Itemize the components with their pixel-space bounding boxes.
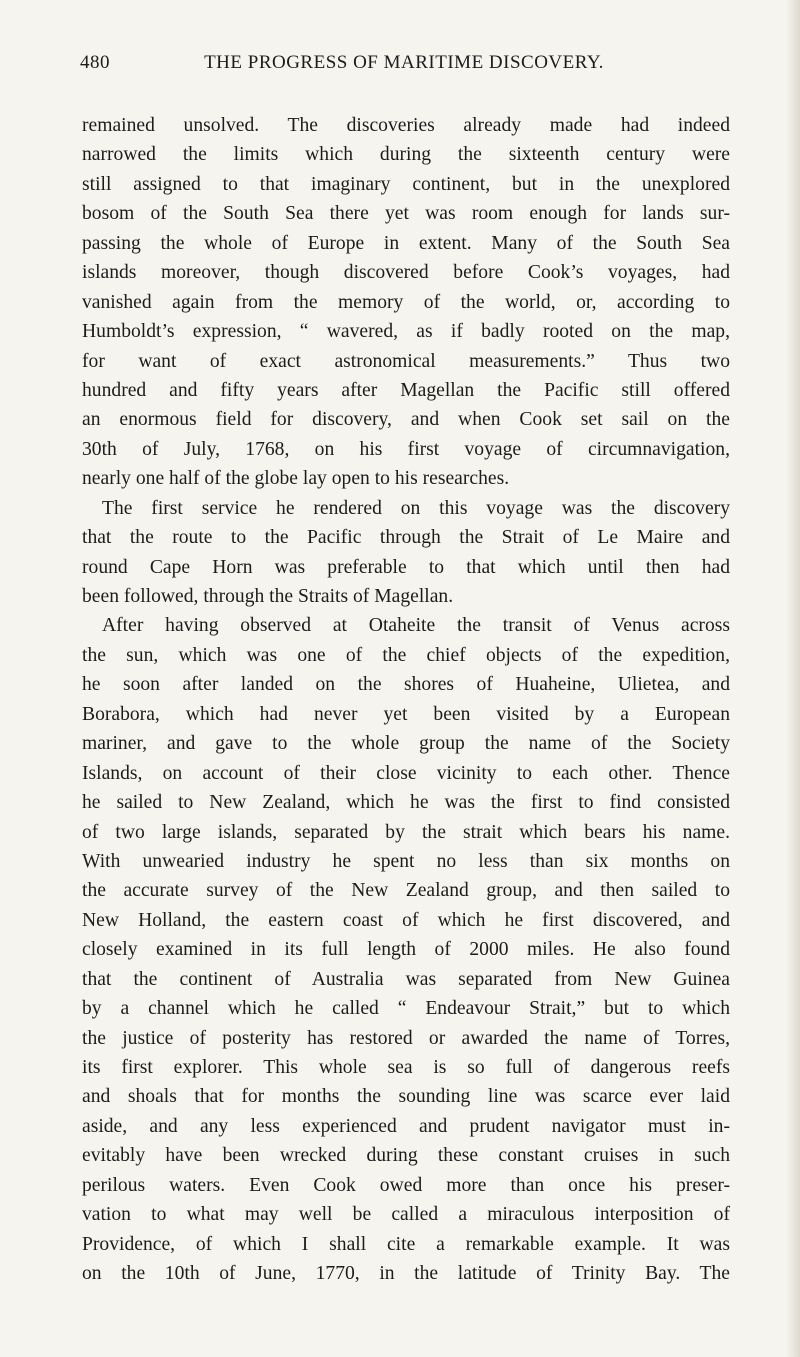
page-number: 480 <box>80 52 110 73</box>
running-title: THE PROGRESS OF MARITIME DISCOVERY. <box>204 52 604 73</box>
text-line: With unwearied industry he spent no less than six months on <box>82 850 730 872</box>
text-line: closely examined in its full length of 2000 miles. He also found <box>82 939 730 961</box>
text-line: remained unsolved. The discoveries already made had indeed <box>82 115 730 136</box>
text-line: islands moreover, though discovered before Cook’s voyages, had <box>82 262 730 284</box>
text-line: perilous waters. Even Cook owed more than once his preser- <box>82 1174 730 1196</box>
text-line: Islands, on account of their close vicinity to each other. Thence <box>82 762 730 784</box>
text-line: the accurate survey of the New Zealand group, and then sailed to <box>82 880 730 902</box>
text-line: nearly one half of the globe lay open to his researches. <box>82 468 510 490</box>
text-line: he soon after landed on the shores of Huaheine, Ulietea, and <box>82 674 730 696</box>
text-line: aside, and any less experienced and prudent navigator must in- <box>82 1115 730 1137</box>
text-line: The first service he rendered on this voyage was the discovery <box>102 497 730 519</box>
text-line: Humboldt’s expression, “ wavered, as if badly rooted on the map, <box>82 321 730 343</box>
body-text <box>82 111 730 1289</box>
text-line: vation to what may well be called a miraculous interposition of <box>82 1204 730 1226</box>
text-line: New Holland, the eastern coast of which he first discovered, and <box>82 909 730 931</box>
text-line: narrowed the limits which during the sixteenth century were <box>82 144 730 166</box>
text-line: of two large islands, separated by the strait which bears his name. <box>82 821 730 843</box>
text-line: that the continent of Australia was separated from New Guinea <box>82 968 730 990</box>
text-line: still assigned to that imaginary continent, but in the unexplored <box>82 173 730 195</box>
text-line: its first explorer. This whole sea is so full of dangerous reefs <box>82 1057 730 1078</box>
text-line: round Cape Horn was preferable to that which until then had <box>82 556 730 578</box>
text-line: the sun, which was one of the chief objects of the expedition, <box>82 644 730 666</box>
text-line: passing the whole of Europe in extent. Many of the South Sea <box>82 232 730 254</box>
text-line: evitably have been wrecked during these constant cruises in such <box>82 1145 730 1167</box>
text-line: been followed, through the Straits of Magellan. <box>82 586 454 607</box>
text-line: he sailed to New Zealand, which he was the first to find consisted <box>82 792 730 814</box>
text-line: for want of exact astronomical measurements.” Thus two <box>82 350 730 372</box>
text-line: 30th of July, 1768, on his first voyage of circumnavigation, <box>82 438 730 460</box>
text-line: an enormous field for discovery, and when Cook set sail on the <box>82 409 730 431</box>
text-line: Borabora, which had never yet been visited by a European <box>82 703 730 725</box>
text-line: mariner, and gave to the whole group the name of the Society <box>82 733 730 755</box>
text-line: and shoals that for months the sounding line was scarce ever laid <box>82 1086 730 1108</box>
text-line: bosom of the South Sea there yet was room enough for lands sur- <box>82 203 730 225</box>
page-edge-shadow <box>786 0 800 1357</box>
text-line: After having observed at Otaheite the transit of Venus across <box>102 615 730 637</box>
text-line: on the 10th of June, 1770, in the latitude of Trinity Bay. The <box>82 1263 730 1285</box>
text-line: hundred and fifty years after Magellan the Pacific still offered <box>82 379 730 401</box>
text-line: by a channel which he called “ Endeavour Strait,” but to which <box>82 998 730 1020</box>
text-line: that the route to the Pacific through the Strait of Le Maire and <box>82 527 730 549</box>
text-line: the justice of posterity has restored or awarded the name of Torres, <box>82 1027 730 1049</box>
running-head <box>80 52 728 84</box>
text-line: Providence, of which I shall cite a remarkable example. It was <box>82 1233 730 1255</box>
text-line: vanished again from the memory of the world, or, according to <box>82 291 730 313</box>
